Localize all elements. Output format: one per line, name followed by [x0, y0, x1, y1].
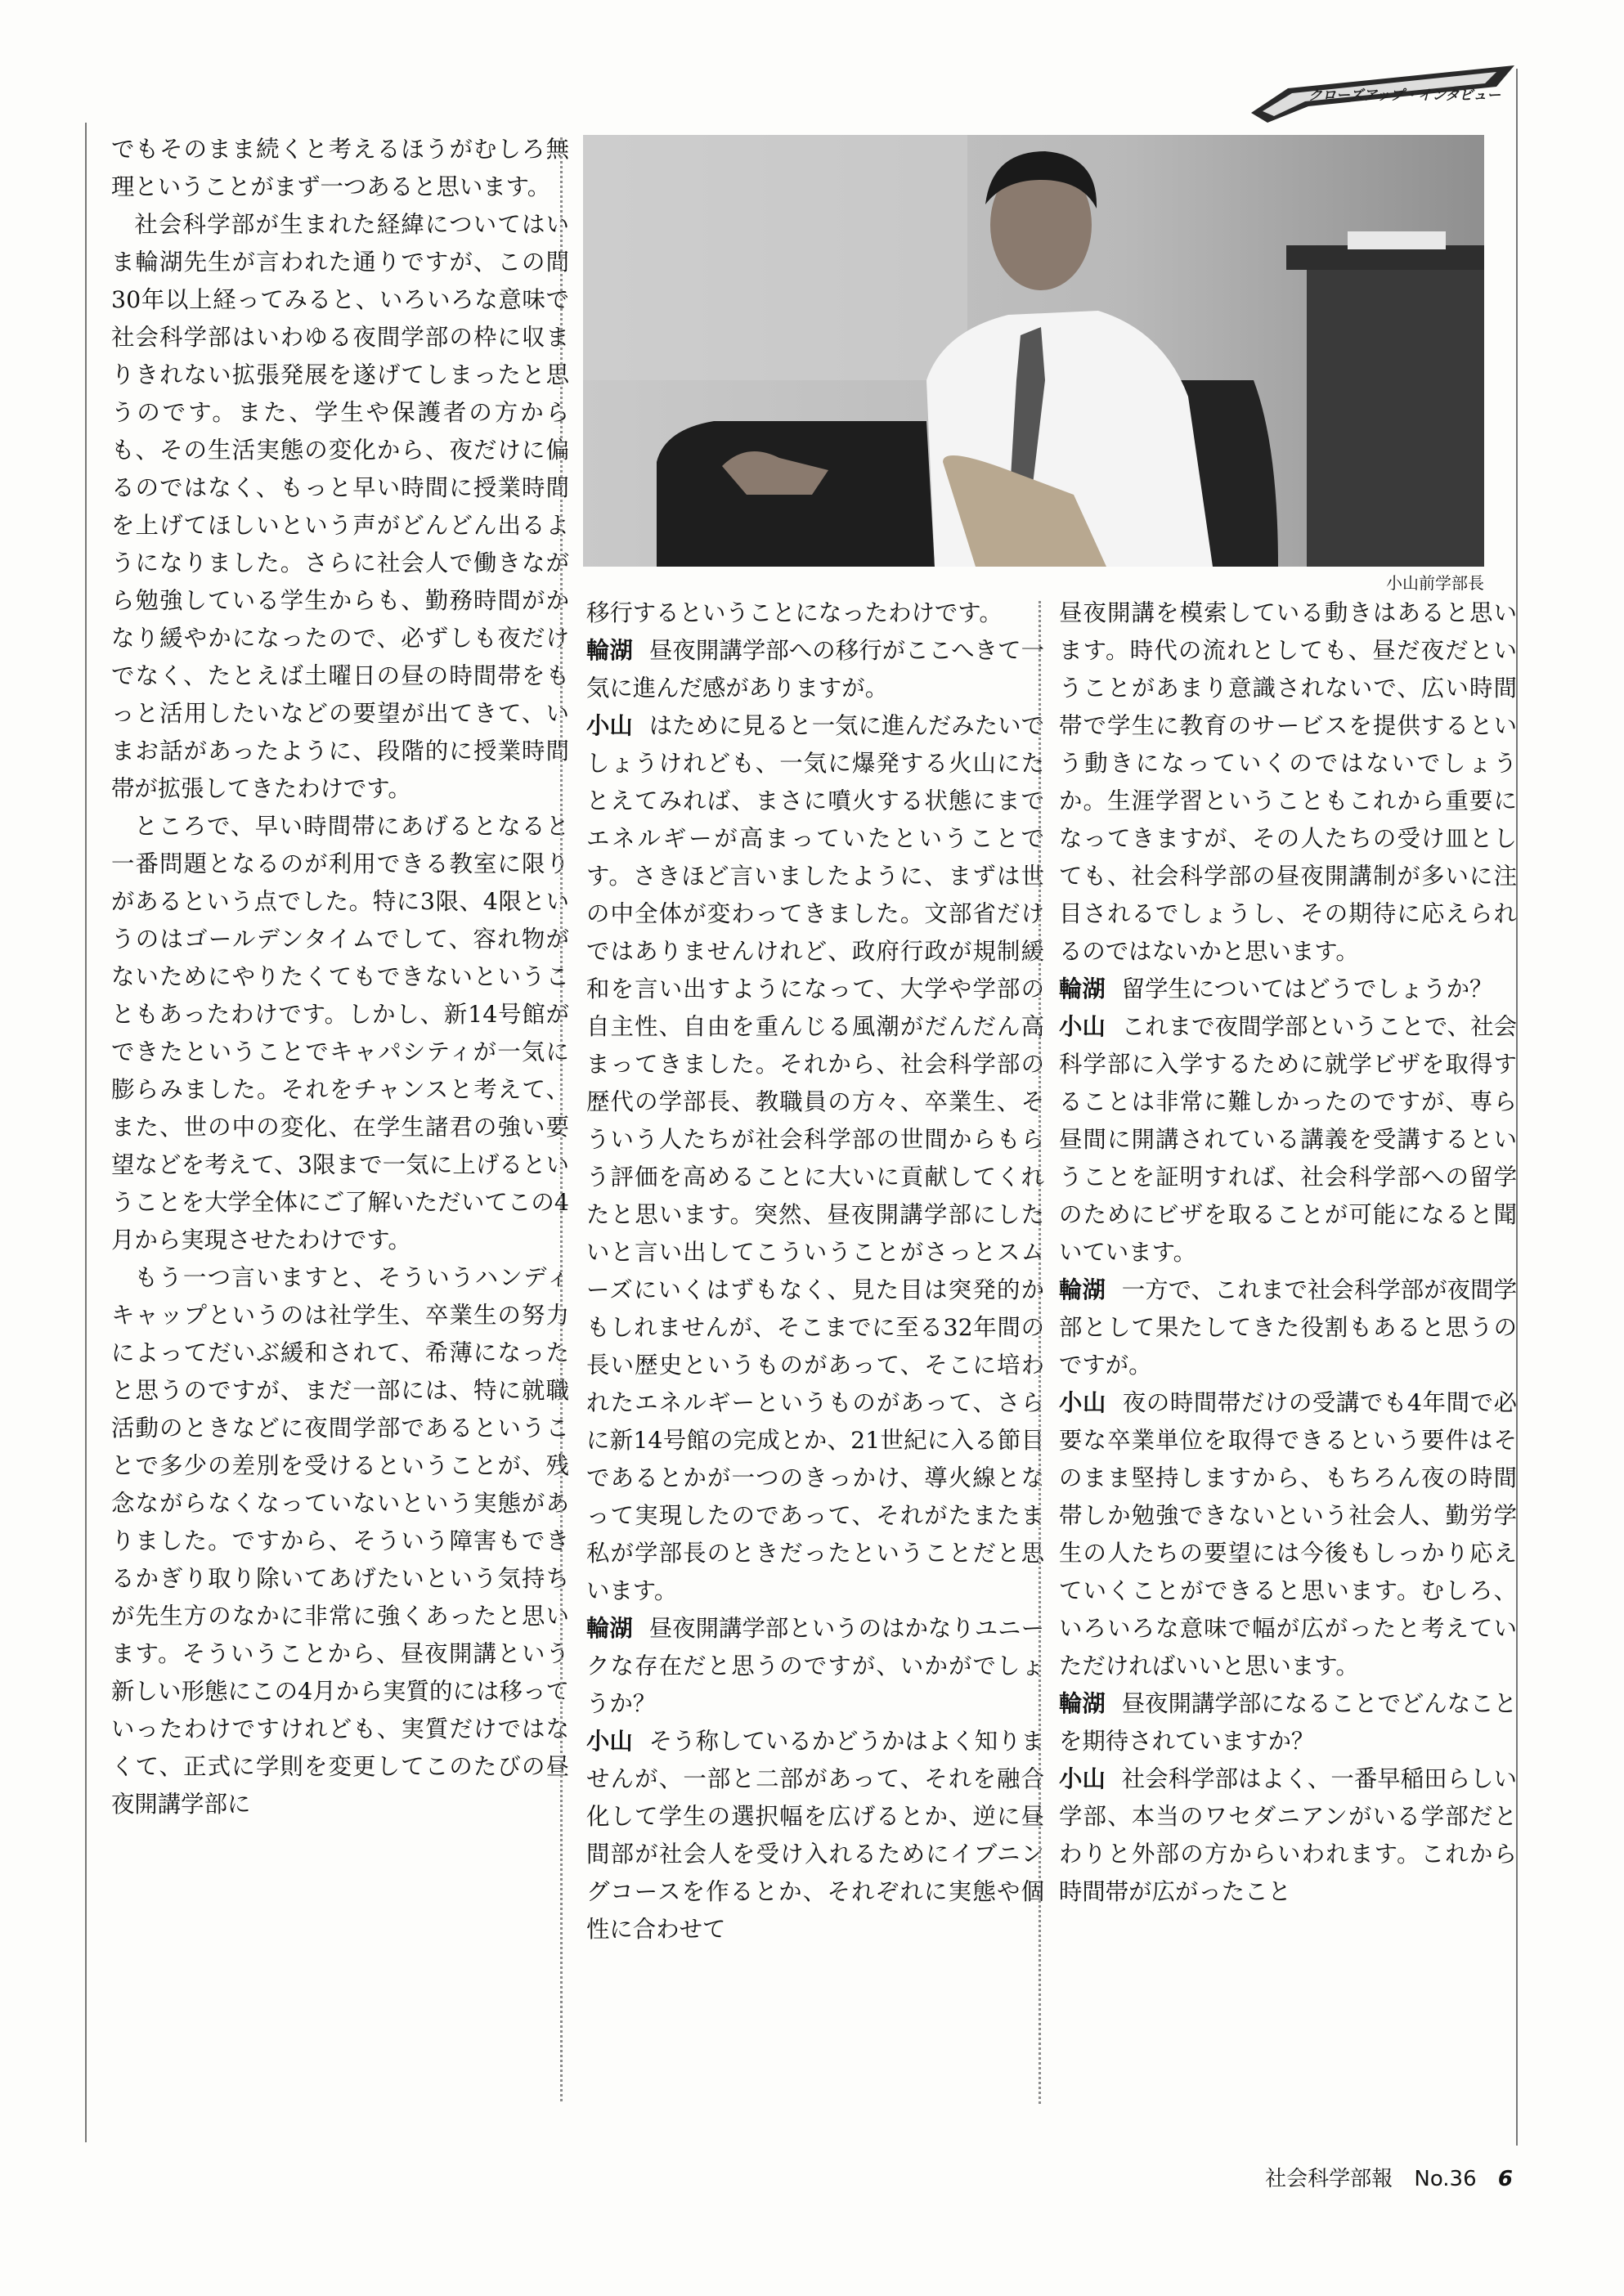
article-paragraph [1059, 1384, 1517, 1685]
paragraph-text: これまで夜間学部ということで、社会科学部に入学するために就学ビザを取得することは非常に難しかったのですが、専ら昼間に開講されている講義を受講するということを証明すれば、社会科学部への留学のためにビザを取ることが可能になると聞いています。 [1059, 1013, 1517, 1266]
speaker-label: 輪湖 [586, 1615, 633, 1642]
column-divider [560, 137, 563, 2101]
paragraph-text: 昼夜開講学部というのはかなりユニークな存在だと思うのですが、いかがでしょうか？ [586, 1615, 1044, 1717]
paragraph-text: もう一つ言いますと、そういうハンディキャップというのは社学生、卒業生の努力によってだいぶ緩和されて、希薄になったと思うのですが、まだ一部には、特に就職活動のときなどに夜間学部であるということで多少の差別を受けるということが、残念ながらなくなっていないという実態がありました。ですから、そういう障害もできるかぎり取り除いてあげたいという気持ちが先生方のなかに非常に強くあったと思います。そういうことから、昼夜開講という新しい形態にこの4月から実質的には移っていったわけですけれども、実質だけではなくて、正式に学則を変更してこのたびの昼夜開講学部に [111, 1264, 569, 1818]
section-logo-graphic [1251, 64, 1514, 123]
article-paragraph [1059, 1008, 1517, 1271]
paragraph-text: 社会科学部が生まれた経緯についてはいま輪湖先生が言われた通りですが、この間30年以上経ってみると、いろいろな意味で社会科学部はいわゆる夜間学部の枠に収まりきれない拡張発展を遂げてしまったと思うのです。また、学生や保護者の方からも、その生活実態の変化から、夜だけに偏るのではなく、もっと早い時間に授業時間を上げてほしいという声がどんどん出るようになりました。さらに社会人で働きながら勉強している学生からも、勤務時間がかなり緩やかになったので、必ずしも夜だけでなく、たとえば土曜日の昼の時間帯をもっと活用したいなどの要望が出てきて、いまお話があったように、段階的に授業時間帯が拡張してきたわけです。 [111, 211, 569, 802]
paragraph-text: 昼夜開講学部になることでどんなことを期待されていますか？ [1059, 1690, 1517, 1755]
issue-number: No.36 [1414, 2167, 1477, 2191]
article-paragraph [111, 1259, 569, 1823]
article-paragraph [111, 131, 569, 206]
portrait-photo [583, 135, 1484, 567]
page-frame-left [85, 123, 87, 2142]
article-paragraph [586, 594, 1044, 632]
speaker-label: 小山 [586, 1728, 633, 1755]
speaker-label: 小山 [1059, 1013, 1106, 1040]
article-column-2 [586, 594, 1044, 1948]
paragraph-text: 夜の時間帯だけの受講でも4年間で必要な卒業単位を取得できるという要件はそのまま堅持しますから、もちろん夜の時間帯しか勉強できないという社会人、勤労学生の人たちの要望には今後もしっかり応えていくことができると思います。むしろ、いろいろな意味で幅が広がったと考えていただければいいと思います。 [1059, 1389, 1517, 1679]
article-column-3 [1059, 594, 1517, 1911]
page-number: 6 [1497, 2167, 1513, 2191]
article-paragraph [111, 808, 569, 1259]
speaker-label: 小山 [586, 712, 633, 739]
paragraph-text: 一方で、これまで社会科学部が夜間学部として果たしてきた役割もあると思うのですが。 [1059, 1276, 1517, 1379]
paragraph-text: 留学生についてはどうでしょうか？ [1121, 975, 1493, 1002]
article-paragraph [1059, 594, 1517, 971]
speaker-label: 輪湖 [1059, 975, 1106, 1002]
article-paragraph [1059, 971, 1517, 1008]
section-logo [1251, 64, 1514, 123]
paragraph-text: そう称しているかどうかはよく知りませんが、一部と二部があって、それを融合化して学生の選択幅を広げるとか、逆に昼間部が社会人を受け入れるためにイブニングコースを作るとか、それぞれに実態や個性に合わせて [586, 1728, 1044, 1943]
speaker-label: 輪湖 [586, 637, 633, 664]
column-divider [1039, 601, 1041, 2104]
publication-name: 社会科学部報 [1265, 2167, 1393, 2191]
photo-caption: 小山前学部長 [1386, 573, 1484, 593]
article-paragraph [1059, 1685, 1517, 1760]
article-paragraph [586, 632, 1044, 707]
section-logo-text: クローズアップ・インタビュー [1308, 87, 1501, 104]
speaker-label: 小山 [1059, 1765, 1106, 1792]
article-paragraph [1059, 1271, 1517, 1384]
speaker-label: 輪湖 [1059, 1690, 1106, 1717]
article-paragraph [111, 206, 569, 808]
article-paragraph [586, 707, 1044, 1610]
speaker-label: 輪湖 [1059, 1276, 1106, 1303]
paragraph-text: 社会科学部はよく、一番早稲田らしい学部、本当のワセダニアンがいる学部だとわりと外部の方からいわれます。これから時間帯が広がったこと [1059, 1765, 1517, 1905]
paragraph-text: でもそのまま続くと考えるほうがむしろ無理ということがまず一つあると思います。 [111, 136, 569, 200]
paragraph-text: 昼夜開講学部への移行がここへきて一気に進んだ感がありますが。 [586, 637, 1044, 702]
article-column-1 [111, 131, 569, 1823]
article-paragraph [586, 1723, 1044, 1948]
paragraph-text: はために見ると一気に進んだみたいでしょうけれども、一気に爆発する火山にたとえてみれば、まさに噴火する状態にまでエネルギーが高まっていたということです。さきほど言いましたように、まずは世の中全体が変わってきました。文部省だけではありませんけれど、政府行政が規制緩和を言い出すようになって、大学や学部の自主性、自由を重んじる風潮がだんだん高まってきました。それから、社会科学部の歴代の学部長、教職員の方々、卒業生、そういう人たちが社会科学部の世間からもらう評価を高めることに大いに貢献してくれたと思います。突然、昼夜開講学部にしたいと言い出してこういうことがさっとスムーズにいくはずもなく、見た目は突発的かもしれませんが、そこまでに至る32年間の長い歴史というものがあって、そこに培われたエネルギーというものがあって、さらに新14号館の完成とか、21世紀に入る節目であるとかが一つのきっかけ、導火線となって実現したのであって、それがたまたま私が学部長のときだったということだと思います。 [586, 712, 1044, 1604]
article-paragraph [586, 1610, 1044, 1723]
article-paragraph [1059, 1760, 1517, 1911]
paragraph-text: ところで、早い時間帯にあげるとなると一番問題となるのが利用できる教室に限りがあるという点でした。特に3限、4限というのはゴールデンタイムでして、容れ物がないためにやりたくてもできないということもあったわけです。しかし、新14号館ができたということでキャパシティが一気に膨らみました。それをチャンスと考えて、また、世の中の変化、在学生諸君の強い要望などを考えて、3限まで一気に上げるということを大学全体にご了解いただいてこの4月から実現させたわけです。 [111, 813, 569, 1253]
page-footer [981, 2162, 1513, 2192]
paragraph-text: 移行するということになったわけです。 [586, 599, 1003, 626]
speaker-label: 小山 [1059, 1389, 1107, 1416]
portrait-photo-graphic [583, 135, 1484, 567]
paragraph-text: 昼夜開講を模索している動きはあると思います。時代の流れとしても、昼だ夜だということがあまり意識されないで、広い時間帯で学生に教育のサービスを提供するという動きになっていくのではないでしょうか。生涯学習ということもこれから重要になってきますが、その人たちの受け皿としても、社会科学部の昼夜開講制が多いに注目されるでしょうし、その期待に応えられるのではないかと思います。 [1059, 599, 1517, 965]
